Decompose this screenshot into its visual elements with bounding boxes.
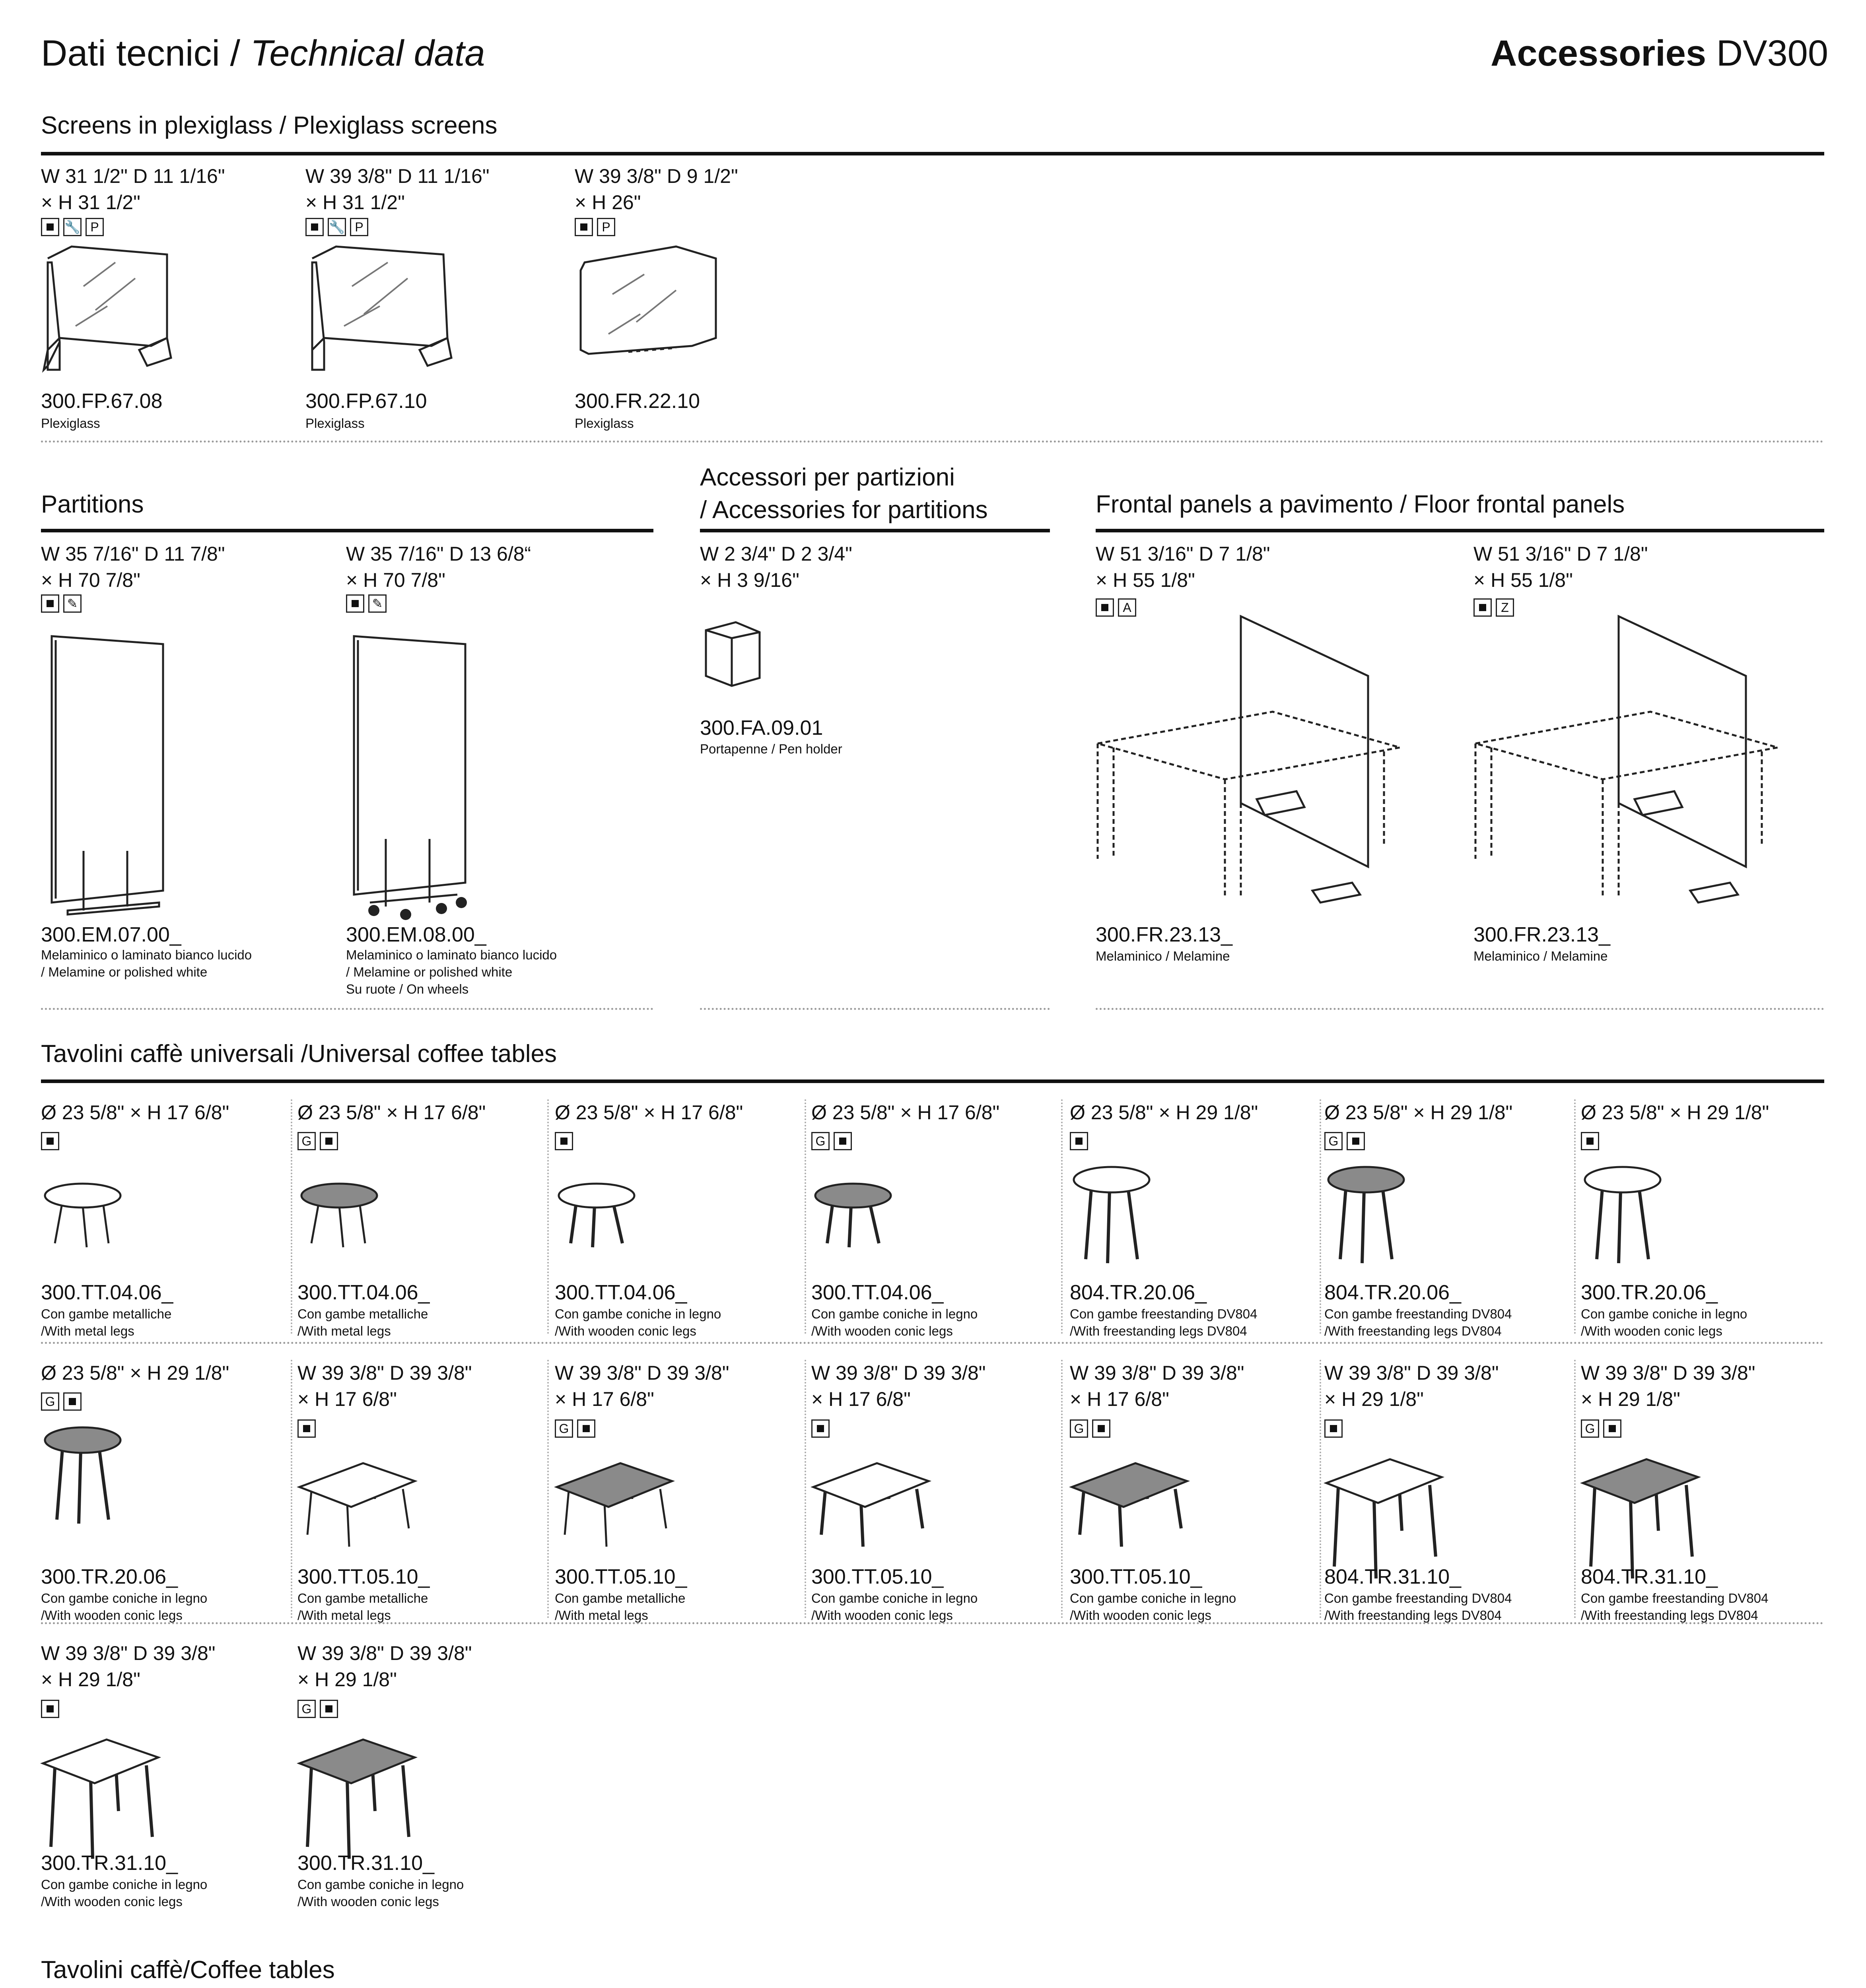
porcelain-g-icon: G	[811, 1132, 830, 1150]
icon-group	[1324, 1132, 1365, 1150]
product-code: 300.TR.20.06_	[41, 1565, 178, 1588]
not-in-stock-icon	[41, 1132, 59, 1150]
product-code: 300.FP.67.08	[41, 390, 163, 413]
product-desc: Con gambe metalliche /With metal legs	[297, 1307, 428, 1338]
product-desc: Melaminico o laminato bianco lucido / Melamine or polished white	[41, 947, 252, 979]
frontal-panel-illustration	[1090, 612, 1408, 914]
icon-group	[346, 594, 387, 613]
not-in-stock-icon	[1092, 1419, 1110, 1438]
not-in-stock-icon	[41, 594, 59, 613]
product-code: 300.TT.05.10_	[811, 1565, 944, 1588]
dotted-divider	[1096, 1008, 1824, 1010]
not-in-stock-icon	[320, 1132, 338, 1150]
product-desc: Melaminico / Melamine	[1473, 949, 1608, 963]
not-in-stock-icon	[834, 1132, 852, 1150]
dimension-label: Ø 23 5/8" × H 29 1/8"	[1070, 1101, 1258, 1124]
column-divider	[291, 1099, 292, 1334]
column-divider	[1320, 1360, 1321, 1618]
round-coffee-table-illustration	[553, 1176, 680, 1295]
plexiglass-p-icon: P	[597, 218, 615, 236]
dimension-label: W 39 3/8" D 11 1/16" × H 31 1/2"	[305, 165, 490, 214]
product-code: 300.FR.22.10	[575, 390, 700, 413]
partition-on-wheels-illustration	[346, 628, 477, 922]
not-in-stock-icon	[1347, 1132, 1365, 1150]
column-divider	[1574, 1099, 1576, 1334]
section-title-partitions: Partitions	[41, 491, 144, 518]
product-desc: Con gambe coniche in legno /With wooden conic legs	[1070, 1591, 1236, 1623]
page-title: Dati tecnici / Technical data	[41, 33, 485, 74]
product-desc: Melaminico / Melamine	[1096, 949, 1230, 963]
product-desc: Con gambe metalliche /With metal legs	[297, 1591, 428, 1623]
dimension-label: Ø 23 5/8" × H 17 6/8"	[555, 1101, 743, 1124]
not-in-stock-icon	[63, 1392, 82, 1411]
not-in-stock-icon	[555, 1132, 573, 1150]
product-code: 300.TT.05.10_	[297, 1565, 430, 1588]
icon-group	[811, 1132, 852, 1150]
product-code: 300.FR.23.13_	[1096, 923, 1233, 946]
dimension-label: W 31 1/2" D 11 1/16" × H 31 1/2"	[41, 165, 225, 214]
dimension-label: W 39 3/8" D 39 3/8" × H 29 1/8"	[1581, 1362, 1755, 1410]
icon-group	[41, 1700, 59, 1718]
product-code: 300.TR.20.06_	[1581, 1281, 1718, 1304]
product-code: 300.FA.09.01	[700, 716, 823, 740]
product-desc: Melaminico o laminato bianco lucido / Melamine or polished white Su ruote / On wheels	[346, 947, 557, 996]
partition-illustration	[44, 628, 175, 922]
product-code: 300.FP.67.10	[305, 390, 427, 413]
porcelain-g-icon: G	[297, 1132, 316, 1150]
section-rule	[700, 529, 1050, 532]
not-in-stock-icon	[1603, 1419, 1621, 1438]
product-code: 300.TT.04.06_	[811, 1281, 944, 1304]
product-desc: Con gambe coniche in legno /With wooden conic legs	[41, 1877, 208, 1909]
square-coffee-table-illustration	[809, 1447, 937, 1567]
dotted-divider	[700, 1008, 1050, 1010]
section-rule	[41, 152, 1824, 155]
product-code: 300.TT.05.10_	[555, 1565, 687, 1588]
round-coffee-table-illustration	[39, 1176, 166, 1295]
screen-illustration	[300, 239, 467, 378]
product-desc: Con gambe metalliche /With metal legs	[41, 1307, 172, 1338]
product-code: 804.TR.31.10_	[1581, 1565, 1718, 1588]
product-code: 300.TR.31.10_	[41, 1852, 178, 1875]
dimension-label: W 39 3/8" D 39 3/8" × H 17 6/8"	[811, 1362, 986, 1410]
product-desc: Plexiglass	[305, 416, 365, 431]
product-line-title: Accessories DV300	[1490, 33, 1828, 74]
product-desc: Con gambe coniche in legno /With wooden conic legs	[297, 1877, 464, 1909]
icon-group	[297, 1419, 316, 1438]
product-desc: Con gambe freestanding DV804 /With freestanding legs DV804	[1324, 1307, 1512, 1338]
product-code: 300.TT.04.06_	[41, 1281, 173, 1304]
screen-illustration	[573, 239, 724, 366]
round-coffee-table-illustration	[1579, 1164, 1706, 1283]
zamak-clamps-z-icon: Z	[1496, 598, 1514, 617]
product-code: 300.TT.05.10_	[1070, 1565, 1202, 1588]
not-in-stock-icon	[575, 218, 593, 236]
dotted-divider	[41, 441, 1824, 443]
square-coffee-table-illustration	[1322, 1447, 1450, 1567]
square-coffee-table-illustration	[1068, 1447, 1195, 1567]
icon-group	[305, 218, 368, 236]
icon-group	[297, 1700, 338, 1718]
not-in-stock-icon	[1581, 1132, 1599, 1150]
porcelain-g-icon: G	[1070, 1419, 1088, 1438]
product-code: 300.TT.04.06_	[555, 1281, 687, 1304]
dimension-label: W 39 3/8" D 39 3/8" × H 17 6/8"	[1070, 1362, 1244, 1410]
product-desc: Con gambe freestanding DV804 /With freestanding legs DV804	[1070, 1307, 1258, 1338]
not-in-stock-icon	[41, 1700, 59, 1718]
icon-group	[555, 1132, 573, 1150]
product-desc: Portapenne / Pen holder	[700, 742, 842, 756]
not-in-stock-icon	[1324, 1419, 1343, 1438]
icon-group	[1324, 1419, 1343, 1438]
product-code: 300.EM.08.00_	[346, 923, 486, 946]
product-desc: Con gambe coniche in legno /With wooden conic legs	[41, 1591, 208, 1623]
product-desc: Con gambe coniche in legno /With wooden conic legs	[811, 1307, 978, 1338]
round-coffee-table-illustration	[295, 1176, 423, 1295]
column-divider	[1061, 1360, 1063, 1618]
round-coffee-table-illustration	[1322, 1164, 1450, 1283]
abs-clamps-a-icon: A	[1118, 598, 1136, 617]
whiteboard-icon: ✎	[368, 594, 387, 613]
screen-illustration	[36, 239, 175, 378]
porcelain-g-icon: G	[297, 1700, 316, 1718]
dimension-label: W 51 3/16" D 7 1/8" × H 55 1/8"	[1096, 543, 1270, 591]
column-divider	[547, 1360, 549, 1618]
section-title-universal-coffee-tables: Tavolini caffè universali /Universal coffee tables	[41, 1040, 557, 1068]
dimension-label: Ø 23 5/8" × H 17 6/8"	[811, 1101, 1000, 1124]
dotted-divider	[41, 1008, 653, 1010]
square-coffee-table-illustration	[295, 1728, 423, 1847]
whiteboard-icon: ✎	[63, 594, 82, 613]
wrench-icon: 🔧	[328, 218, 346, 236]
round-coffee-table-illustration	[39, 1424, 166, 1543]
not-in-stock-icon	[346, 594, 364, 613]
dimension-label: W 2 3/4" D 2 3/4" × H 3 9/16"	[700, 543, 852, 591]
column-divider	[1574, 1360, 1576, 1618]
section-rule	[1096, 529, 1824, 532]
dimension-label: W 39 3/8" D 39 3/8" × H 29 1/8"	[41, 1642, 216, 1691]
product-code: 804.TR.20.06_	[1070, 1281, 1207, 1304]
not-in-stock-icon	[811, 1419, 830, 1438]
column-divider	[547, 1099, 549, 1334]
product-desc: Con gambe coniche in legno /With wooden conic legs	[555, 1307, 721, 1338]
porcelain-g-icon: G	[41, 1392, 59, 1411]
product-desc: Con gambe metalliche /With metal legs	[555, 1591, 686, 1623]
dimension-label: Ø 23 5/8" × H 29 1/8"	[1581, 1101, 1769, 1124]
icon-group	[575, 218, 615, 236]
icon-group	[41, 218, 104, 236]
dimension-label: W 39 3/8" D 39 3/8" × H 29 1/8"	[297, 1642, 472, 1691]
porcelain-g-icon: G	[1581, 1419, 1599, 1438]
column-divider	[805, 1360, 806, 1618]
product-code: 804.TR.31.10_	[1324, 1565, 1462, 1588]
section-rule	[41, 529, 653, 532]
porcelain-g-icon: G	[555, 1419, 573, 1438]
column-divider	[1320, 1099, 1321, 1334]
dimension-label: W 39 3/8" D 39 3/8" × H 17 6/8"	[555, 1362, 729, 1410]
not-in-stock-icon	[41, 218, 59, 236]
dimension-label: W 39 3/8" D 39 3/8" × H 17 6/8"	[297, 1362, 472, 1410]
pen-holder-illustration	[700, 616, 768, 688]
column-divider	[1061, 1099, 1063, 1334]
product-code: 300.TR.31.10_	[297, 1852, 435, 1875]
round-coffee-table-illustration	[809, 1176, 937, 1295]
square-coffee-table-illustration	[39, 1728, 166, 1847]
icon-group	[41, 1392, 82, 1411]
square-coffee-table-illustration	[553, 1447, 680, 1567]
product-code: 300.EM.07.00_	[41, 923, 181, 946]
section-title-accessories: Accessori per partizioni / Accessories for partitions	[700, 464, 988, 524]
dimension-label: Ø 23 5/8" × H 17 6/8"	[297, 1101, 486, 1124]
plexiglass-p-icon: P	[86, 218, 104, 236]
dotted-divider	[41, 1342, 1824, 1344]
icon-group	[1581, 1419, 1621, 1438]
not-in-stock-icon	[577, 1419, 595, 1438]
icon-group	[1070, 1419, 1110, 1438]
section-title-frontal-panels: Frontal panels a pavimento / Floor frontal panels	[1096, 491, 1625, 518]
dimension-label: W 35 7/16" D 11 7/8" × H 70 7/8"	[41, 543, 225, 591]
section-rule	[41, 1079, 1824, 1083]
product-code: 300.TT.04.06_	[297, 1281, 430, 1304]
product-desc: Con gambe coniche in legno /With wooden conic legs	[1581, 1307, 1747, 1338]
dotted-divider	[41, 1622, 1824, 1624]
square-coffee-table-illustration	[1579, 1447, 1706, 1567]
product-desc: Con gambe coniche in legno /With wooden conic legs	[811, 1591, 978, 1623]
icon-group	[41, 594, 82, 613]
column-divider	[291, 1360, 292, 1618]
not-in-stock-icon	[305, 218, 324, 236]
dimension-label: Ø 23 5/8" × H 17 6/8"	[41, 1101, 229, 1124]
product-desc: Plexiglass	[41, 416, 100, 431]
dimension-label: W 39 3/8" D 9 1/2" × H 26"	[575, 165, 738, 214]
icon-group	[1581, 1132, 1599, 1150]
product-code: 804.TR.20.06_	[1324, 1281, 1462, 1304]
dimension-label: Ø 23 5/8" × H 29 1/8"	[41, 1362, 229, 1384]
section-title-coffee-tables: Tavolini caffè/Coffee tables	[41, 1956, 335, 1984]
icon-group	[555, 1419, 595, 1438]
porcelain-g-icon: G	[1324, 1132, 1343, 1150]
dimension-label: W 35 7/16" D 13 6/8“ × H 70 7/8"	[346, 543, 531, 591]
icon-group	[1070, 1132, 1088, 1150]
product-code: 300.FR.23.13_	[1473, 923, 1611, 946]
product-desc: Con gambe freestanding DV804 /With freestanding legs DV804	[1581, 1591, 1769, 1623]
dimension-label: Ø 23 5/8" × H 29 1/8"	[1324, 1101, 1513, 1124]
column-divider	[805, 1099, 806, 1334]
dimension-label: W 39 3/8" D 39 3/8" × H 29 1/8"	[1324, 1362, 1499, 1410]
frontal-panel-illustration	[1468, 612, 1786, 914]
not-in-stock-icon	[297, 1419, 316, 1438]
wrench-icon: 🔧	[63, 218, 82, 236]
icon-group	[41, 1132, 59, 1150]
round-coffee-table-illustration	[1068, 1164, 1195, 1283]
section-title-screens: Screens in plexiglass / Plexiglass screens	[41, 112, 498, 139]
dimension-label: W 51 3/16" D 7 1/8" × H 55 1/8"	[1473, 543, 1648, 591]
icon-group	[297, 1132, 338, 1150]
product-desc: Con gambe freestanding DV804 /With freestanding legs DV804	[1324, 1591, 1512, 1623]
not-in-stock-icon	[1070, 1132, 1088, 1150]
icon-group	[811, 1419, 830, 1438]
product-desc: Plexiglass	[575, 416, 634, 431]
not-in-stock-icon	[320, 1700, 338, 1718]
plexiglass-p-icon: P	[350, 218, 368, 236]
square-coffee-table-illustration	[295, 1447, 423, 1567]
